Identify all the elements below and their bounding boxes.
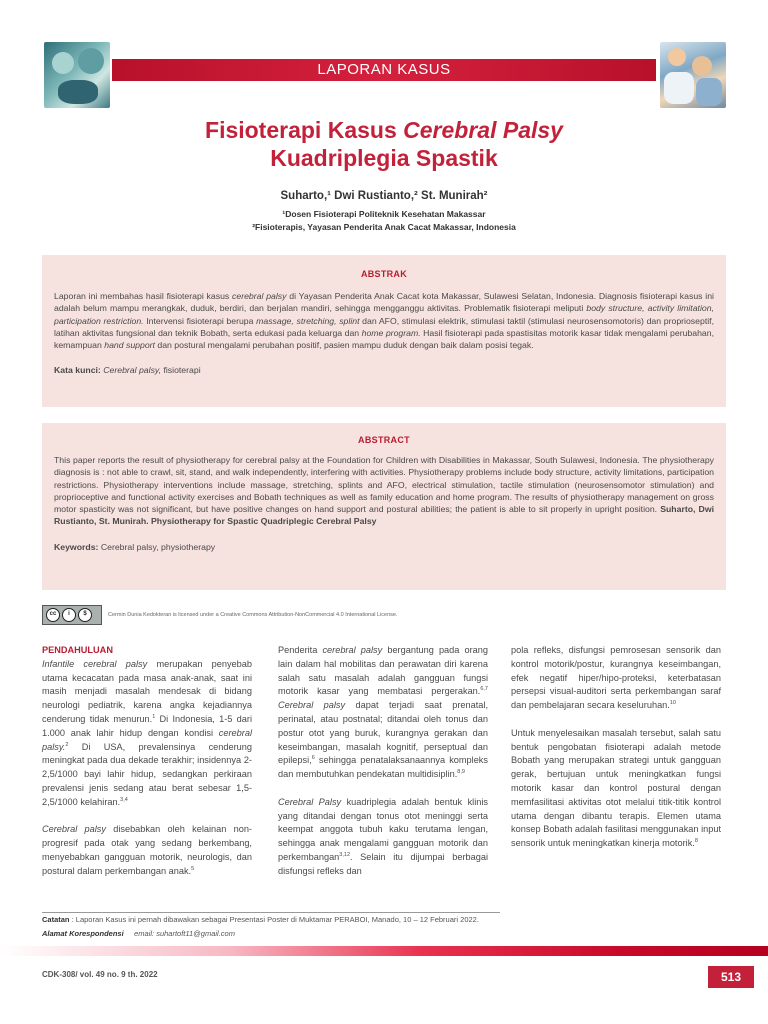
cc-icon: cc: [46, 608, 60, 622]
footer-color-bar: [0, 946, 768, 956]
article-title: [0, 116, 768, 172]
abstract-text: This paper reports the result of physiotherapy for cerebral palsy at the Foundation for Children with Disabilities in Makassar, South Sulawesi, Indonesia. The physiotherapy diagnosis is : not able to crawl, sit, stand, and walk independently, interfering with activities. Physiotherapy problems include body structure, activity limitations, participation restrictions. Physiotherapy interventions include massage, stretching, splints and AFO, electrical stimulation, tactile stimulation (neurosensomotor stimulation) and proprioceptive and functional activity exercises and Bobath techniques as well as family education and home program. The results of physiotherapy management on gross motor spasticity was not significant, but have positive changes on hand support and postural abilities; the patient is able to sit properly in upright position. Suharto, Dwi Rustianto, St. Munirah. Physiotherapy for Spastic Quadriplegic Cerebral Palsy: [54, 455, 715, 527]
paragraph: Penderita cerebral palsy bergantung pada orang lain dalam hal mobilitas dan perawatan diri karena salah satu masalah adalah gangguan fungsi motorik kasar yang membatasi pergerakan.$^{6,7}$ Cerebral palsy dapat terjadi saat prenatal, perinatal, atau postnatal; ditandai oleh tonus dan postur otot yang buruk, kurangnya gerakan dan keseimbangan, masalah kognitif, perseptual dan epilepsi,$^6$ sehingga penatalaksanaannya kompleks dan membutuhkan pendekatan multidisiplin.$^{8,9}$: [278, 645, 488, 780]
issue-info: CDK-308/ vol. 49 no. 9 th. 2022: [42, 970, 158, 979]
section-label: LAPORAN KASUS: [317, 61, 451, 78]
section-heading: PENDAHULUAN: [42, 645, 113, 655]
nc-icon: $: [78, 608, 92, 622]
title-line2: Kuadriplegia Spastik: [270, 145, 498, 171]
correspondence-email[interactable]: email: suhartoft11@gmail.com: [134, 929, 235, 938]
footnote-note: Catatan : Laporan Kasus ini pernah dibawakan sebagai Presentasi Poster di Muktamar PERABOI, Manado, 10 – 12 Februari 2022.: [42, 915, 479, 924]
abstrak-keywords: Kata kunci: Cerebral palsy, fisioterapi: [54, 365, 201, 376]
affiliation-2: ²Fisioterapis, Yayasan Penderita Anak Cacat Makassar, Indonesia: [252, 222, 516, 232]
paragraph: pola refleks, disfungsi pemrosesan sensorik dan kontrol motorik/postur, kurangnya keseimbangan, efek negatif hiper/hipo-proteksi, keterbatasan persepsi visual-auditori serta perkembangan saraf dan pembelajaran secara keseluruhan.$^{10}$: [511, 645, 721, 711]
cc-license-badge[interactable]: [42, 605, 102, 625]
body-column-3: [511, 644, 721, 865]
license-row: [42, 605, 398, 625]
title-line1-italic: Cerebral Palsy: [403, 117, 563, 143]
author-list: Suharto,¹ Dwi Rustianto,² St. Munirah²: [280, 190, 488, 202]
paragraph: Cerebral palsy disebabkan oleh kelainan non-progresif pada otak yang sedang berkembang, menyebabkan gangguan motorik, neurologis, dan postural dalam perkembangan anak.$^5$: [42, 824, 252, 876]
abstract-heading: ABSTRACT: [358, 435, 410, 445]
abstract-keywords: Keywords: Cerebral palsy, physiotherapy: [54, 541, 216, 552]
footnote-rule: [42, 912, 500, 913]
affiliation-1: ¹Dosen Fisioterapi Politeknik Kesehatan Makassar: [282, 209, 486, 219]
body-column-2: [278, 644, 488, 892]
abstrak-box: [42, 255, 726, 407]
abstract-box: [42, 423, 726, 590]
paragraph: Untuk menyelesaikan masalah tersebut, salah satu bentuk pengobatan fisioterapi adalah metode Bobath yang merupakan strategi untuk gangguan gerak, bertujuan untuk meningkatkan fungsi motorik kasar dan kontrol postural dengan memfasilitasi aktivitas otot melalui titik-titik kontrol utama dengan dibantu terapis. Elemen utama konsep Bobath adalah fasilitasi menggunakan input sensorik untuk meningkatkan kinerja motorik.$^8$: [511, 727, 721, 849]
page-number: 513: [708, 966, 754, 988]
title-line1-prefix: Fisioterapi Kasus: [205, 117, 404, 143]
body-column-1: [42, 644, 252, 892]
by-icon: i: [62, 608, 76, 622]
paragraph: Cerebral Palsy kuadriplegia adalah bentuk klinis yang ditandai dengan tonus otot meninggi serta keempat anggota tubuh kaku terutama lengan, sehingga anak mengalami gangguan motorik dan perkembangan$^{3,12}$. Selain itu dijumpai berbagai disfungsi refleks dan: [278, 796, 488, 876]
license-text: Cermin Dunia Kedokteran is licensed under a Creative Commons Attribution-NonCommercial 4.0 International License.: [108, 612, 398, 618]
abstrak-text: Laporan ini membahas hasil fisioterapi kasus cerebral palsy di Yayasan Penderita Anak Cacat kota Makassar, Sulawesi Selatan, Indonesia. Diagnosis fisioterapi kasus ini adalah belum mampu merangkak, duduk, berdiri, dan berjalan mandiri, sehingga mengganggu aktivitas. Problematik fisioterapi meliputi body structure, activity limitation, participation restriction. Intervensi fisioterapi berupa massage, stretching, splint dan AFO, stimulasi elektrik, stimulasi taktil (stimulasi neurosensomotoris) dan proprioseptif, latihan aktivitas fungsional dan teknik Bobath, serta edukasi pada keluarga dan home program. Hasil fisioterapi pada spastisitas motorik kasar tidak mengalami perubahan, kemampuan hand support dan postural mengalami perubahan positif, pasien mampu duduk dengan baik dalam posisi tegak.: [54, 291, 714, 351]
footnote-correspondence: Alamat Korespondensi email: suhartoft11@gmail.com: [42, 929, 235, 938]
paragraph: Infantile cerebral palsy merupakan penyebab utama kecacatan pada masa anak-anak, saat ini masih menjadi masalah mendesak di bidang neurologi pediatrik, karena angka kejadiannya cenderung tidak menurun.$^1$ Di Indonesia, 1-5 dari 1.000 anak lahir hidup dengan kondisi cerebral palsy.$^2$ Di USA, prevalensinya cenderung meningkat pada dua dekade terakhir; insidennya 2-2,5/1000 bayi lahir hidup, sedangkan perkiraan prevalensi jenis sedang atau berat sebesar 1,5-2,5/1000 kelahiran.$^{3,4}$: [42, 658, 252, 807]
abstrak-heading: ABSTRAK: [360, 269, 408, 279]
